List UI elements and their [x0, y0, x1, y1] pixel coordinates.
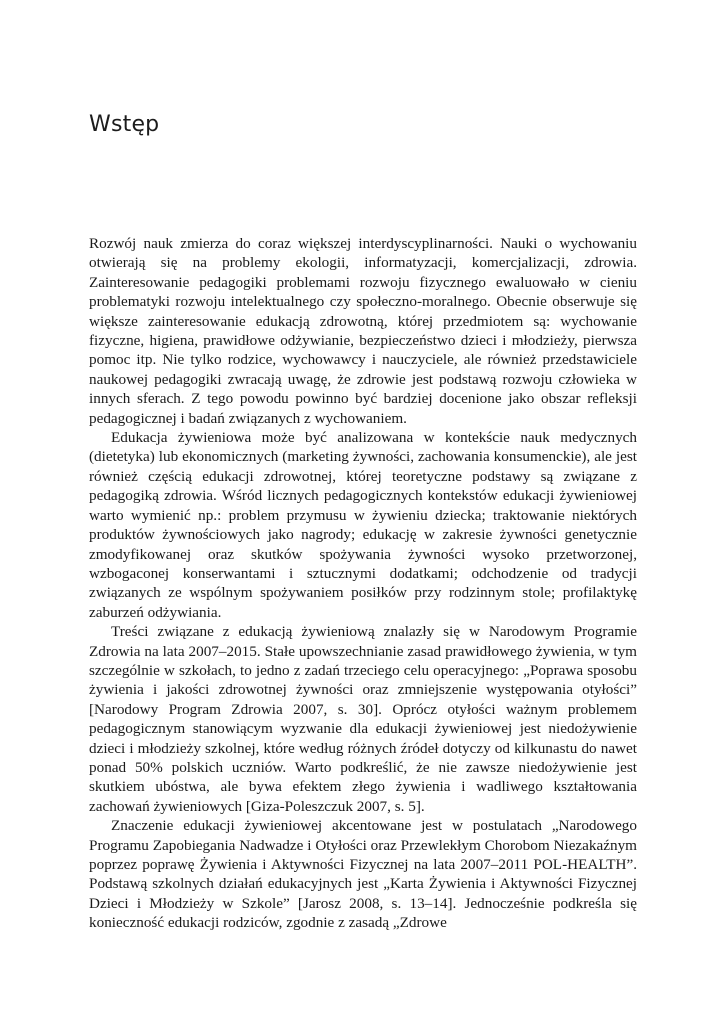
- body-text: [89, 234, 637, 933]
- paragraph: Znaczenie edukacji żywieniowej akcentowane jest w postulatach „Narodowego Programu Zapobiegania Nadwadze i Otyłości oraz Przewlekłym Chorobom Niezakaźnym poprzez poprawę Żywienia i Aktywności Fizycznej na lata 2007–2011 POL-HEALTH”. Podstawą szkolnych działań edukacyjnych jest „Karta Żywienia i Aktywności Fizycznej Dzieci i Młodzieży w Szkole” [Jarosz 2008, s. 13–14]. Jednocześnie podkreśla się konieczność edukacji rodziców, zgodnie z zasadą „Zdrowe: [89, 817, 637, 932]
- page-title: Wstęp: [89, 112, 160, 137]
- paragraph: Edukacja żywieniowa może być analizowana w kontekście nauk medycznych (dietetyka) lub ekonomicznych (marketing żywności, zachowania konsumenckie), ale jest również częścią edukacji zdrowotnej, której teoretyczne podstawy są związane z pedagogiką zdrowia. Wśród licznych pedagogicznych kontekstów edukacji żywieniowej warto wymienić np.: problem przymusu w żywieniu dziecka; traktowanie niektórych produktów żywnościowych jako nagrody; edukację w zakresie żywności genetycznie zmodyfikowanej oraz skutków spożywania żywności wysoko przetworzonej, wzbogaconej konserwantami i sztucznymi dodatkami; odchodzenie od tradycji związanych ze wspólnym spożywaniem posiłków przy rodzinnym stole; profilaktykę zaburzeń odżywiania.: [89, 429, 637, 621]
- paragraph: Rozwój nauk zmierza do coraz większej interdyscyplinarności. Nauki o wychowaniu otwierają się na problemy ekologii, informatyzacji, komercjalizacji, zdrowia. Zainteresowanie pedagogiki problemami rozwoju fizycznego ewaluowało w cieniu problematyki rozwoju intelektualnego czy społeczno-moralnego. Obecnie obserwuje się większe zainteresowanie edukacją zdrowotną, której przedmiotem są: wychowanie fizyczne, higiena, prawidłowe odżywianie, bezpieczeństwo dzieci i młodzieży, pierwsza pomoc itp. Nie tylko rodzice, wychowawcy i nauczyciele, ale również przedstawiciele naukowej pedagogiki zwracają uwagę, że zdrowie jest podstawą rozwoju człowieka w innych sferach. Z tego powodu powinno być bardziej docenione jako obszar refleksji pedagogicznej i badań związanych z wychowaniem.: [89, 235, 637, 427]
- paragraph: Treści związane z edukacją żywieniową znalazły się w Narodowym Programie Zdrowia na lata 2007–2015. Stałe upowszechnianie zasad prawidłowego żywienia, w tym szczególnie w szkołach, to jedno z zadań trzeciego celu operacyjnego: „Poprawa sposobu żywienia i jakości zdrowotnej żywności oraz zmniejszenie występowania otyłości” [Narodowy Program Zdrowia 2007, s. 30]. Oprócz otyłości ważnym problemem pedagogicznym stanowiącym wyzwanie dla edukacji żywieniowej jest niedożywienie dzieci i młodzieży szkolnej, które według różnych źródeł dotyczy od kilkunastu do nawet ponad 50% polskich uczniów. Warto podkreślić, że nie zawsze niedożywienie jest skutkiem ubóstwa, ale bywa efektem złego żywienia i wadliwego kształtowania zachowań żywieniowych [Giza-Poleszczuk 2007, s. 5].: [89, 623, 637, 815]
